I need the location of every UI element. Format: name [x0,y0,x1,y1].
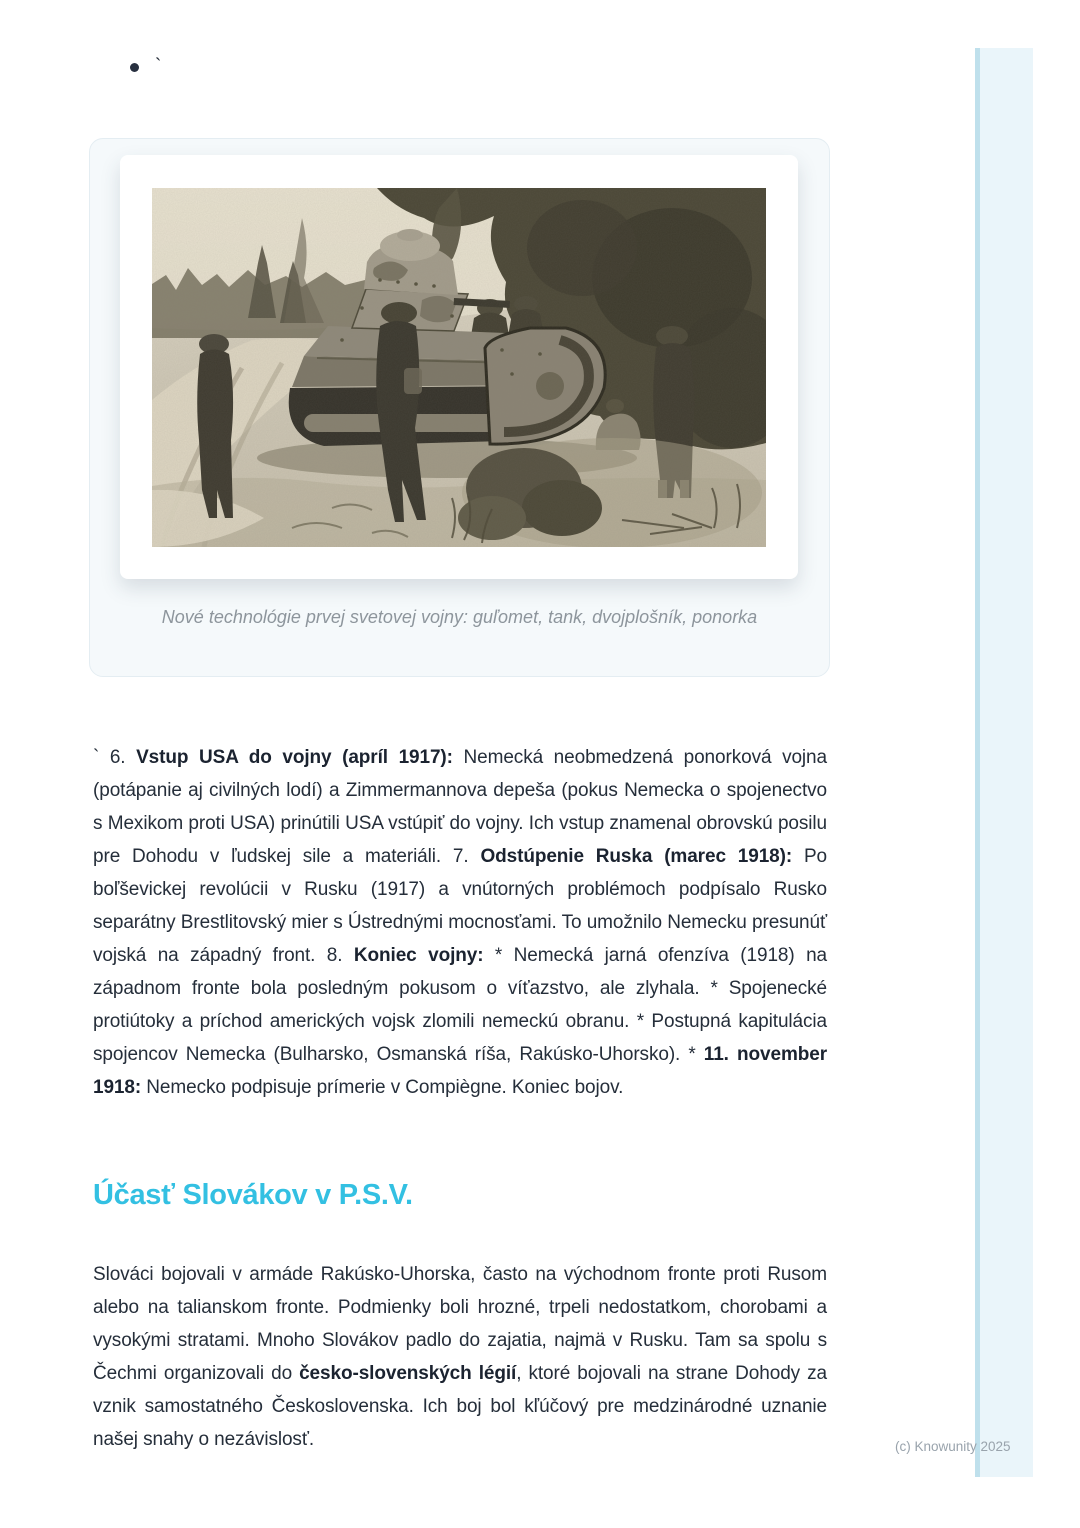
figure-caption: Nové technológie prvej svetovej vojny: guľomet, tank, dvojplošník, ponorka [161,607,758,627]
figure-card [89,138,830,677]
top-bullet-item [130,52,161,82]
photo-frame [120,155,798,579]
watermark: (c) Knowunity 2025 [895,1439,1011,1454]
paragraph-slovaks: Slováci bojovali v armáde Rakúsko-Uhorska, často na východnom fronte proti Rusom alebo na talianskom fronte. Podmienky boli hrozné, trpeli nedostatkom, chorobami a vysokými stratami. Mnoho Slovákov padlo do zajatia, najmä v Rusku. Tam sa spolu s Čechmi organizovali do česko-slovenských légií, ktoré bojovali na strane Dohody za vznik samostatného Československa. Ich boj bol kľúčový pre medzinárodné uznanie našej snahy o nezávislosť. [93,1264,827,1450]
paragraph-ww1-end: ` 6. Vstup USA do vojny (apríl 1917): Nemecká neobmedzená ponorková vojna (potápanie aj civilných lodí) a Zimmermannova depeša (pokus Nemecka o spojenectvo s Mexikom proti USA) prinútili USA vstúpiť do vojny. Ich vstup znamenal obrovskú posilu pre Dohodu v ľudskej sile a materiáli. 7. Odstúpenie Ruska (marec 1918): Po boľševickej revolúcii v Rusku (1917) a vnútorných problémoch podpísalo Rusko separátny Brestlitovský mier s Ústrednými mocnosťami. To umožnilo Nemecku presunúť vojská na západný front. 8. Koniec vojny: * Nemecká jarná ofenzíva (1918) na západnom fronte bola posledným pokusom o víťazstvo, ale zlyhala. * Spojenecké protiútoky a príchod amerických vojsk zlomili nemeckú obranu. * Postupná kapitulácia spojencov Nemecka (Bulharsko, Osmanská ríša, Rakúsko-Uhorsko). * 11. november 1918: Nemecko podpisuje prímerie v Compiègne. Koniec bojov. [93,747,828,1098]
section-heading: Účasť Slovákov v P.S.V. [93,1179,413,1211]
wwi-tank-photo [152,188,766,547]
bullet-item-text: ` [155,56,162,77]
bullet-dot-icon [130,63,139,72]
sidebar-band [975,48,1033,1477]
